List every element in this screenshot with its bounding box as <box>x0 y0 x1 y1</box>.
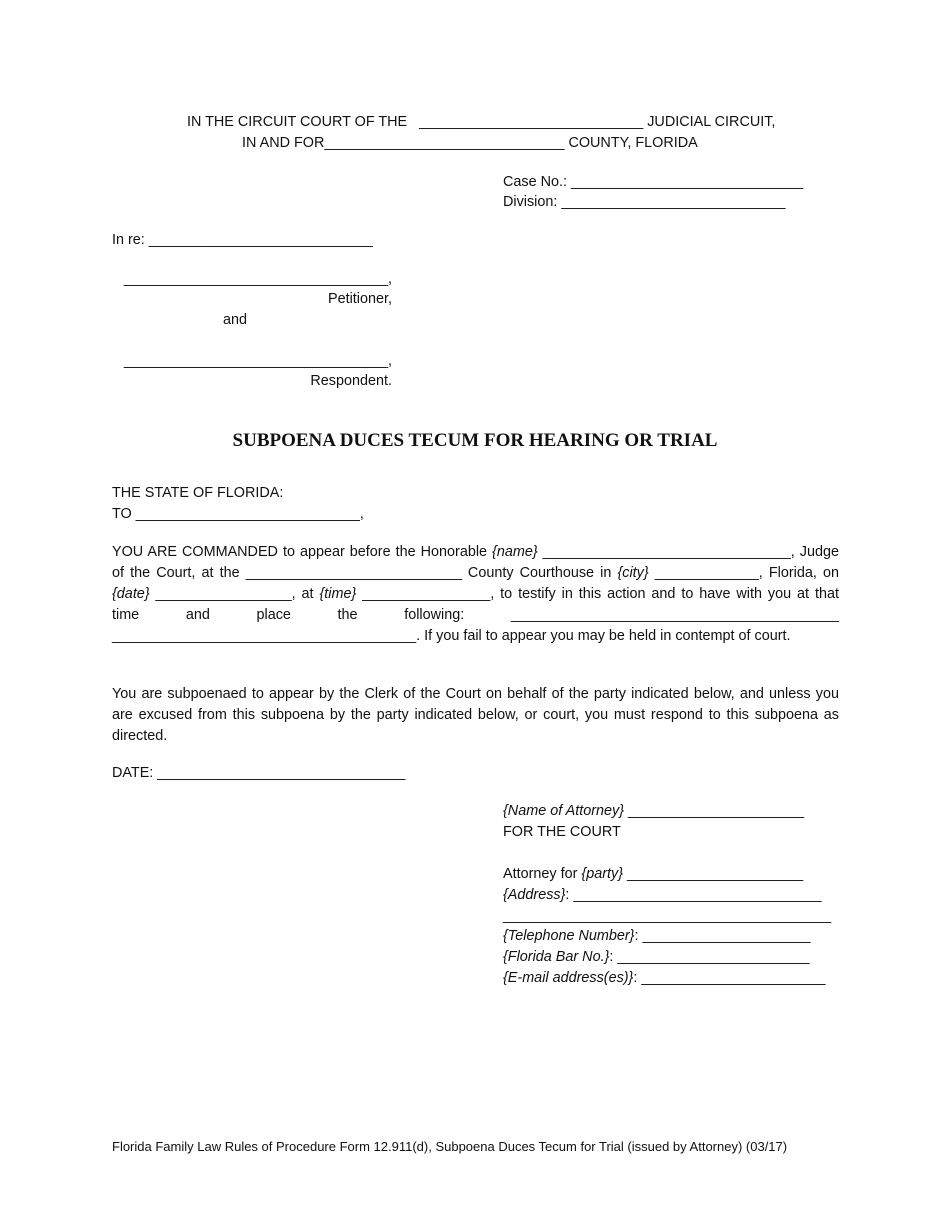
address-line <box>503 885 822 905</box>
notice-paragraph: You are subpoenaed to appear by the Clerk of the Court on behalf of the party indicated below, and unless you are excused from this subpoena by the party indicated below, or court, you must respond to this subpoena as directed. <box>112 686 839 744</box>
telephone-line <box>503 926 811 946</box>
state-of-florida: THE STATE OF FLORIDA: <box>112 485 284 501</box>
attorney-name-field: {Name of Attorney} <box>503 803 625 819</box>
date-line: DATE: _______________________________ <box>112 765 406 781</box>
command-text: YOU ARE COMMANDED to appear before the Honorable <box>112 544 493 560</box>
email-field: {E-mail address(es)} <box>503 970 634 986</box>
date-field: {date} <box>112 586 150 602</box>
command-text: _______________________________, Judge of the Court, at the ___________________________ County Courthouse in <box>112 544 840 581</box>
party-field: {party} <box>581 866 623 882</box>
division-field: Division: ____________________________ <box>503 194 786 210</box>
command-text: _____________, Florida, on <box>648 565 839 581</box>
in-re-field: In re: ____________________________ <box>112 232 373 248</box>
florida-bar-line <box>503 947 809 967</box>
petitioner-label: Petitioner, <box>328 291 392 307</box>
command-paragraph <box>112 542 839 647</box>
judge-name-field: {name} <box>492 544 538 560</box>
for-the-court: FOR THE COURT <box>503 824 621 840</box>
attorney-for-line <box>503 864 803 884</box>
case-number-field: Case No.: _____________________________ <box>503 174 804 190</box>
address-blank: : _______________________________ <box>565 887 822 903</box>
petitioner-blank: _________________________________, <box>123 271 392 287</box>
florida-bar-field: {Florida Bar No.} <box>503 949 610 965</box>
attorney-name-blank: ______________________ <box>624 803 805 819</box>
command-text: _________________, at <box>149 586 320 602</box>
command-text: ________________, to testify in this action and to have with you at that time and place the following: _________________________________________ ______________________________________. If you fail to appear you may be held in contempt of court. <box>112 586 839 644</box>
city-field: {city} <box>617 565 649 581</box>
form-footer: Florida Family Law Rules of Procedure Form 12.911(d), Subpoena Duces Tecum for Trial (issued by Attorney) (03/17) <box>112 1139 788 1154</box>
to-field: TO ____________________________, <box>112 506 364 522</box>
time-field: {time} <box>319 586 357 602</box>
telephone-blank: : _____________________ <box>634 928 811 944</box>
telephone-field: {Telephone Number} <box>503 928 635 944</box>
party-blank: ______________________ <box>623 866 804 882</box>
florida-bar-blank: : ________________________ <box>609 949 810 965</box>
document-title: SUBPOENA DUCES TECUM FOR HEARING OR TRIAL <box>232 430 718 451</box>
county-line: IN AND FOR______________________________ COUNTY, FLORIDA <box>242 135 698 151</box>
address-line-2: _________________________________________ <box>503 908 832 924</box>
email-blank: : _______________________ <box>633 970 826 986</box>
court-circuit-line: IN THE CIRCUIT COURT OF THE ____________________________ JUDICIAL CIRCUIT, <box>187 114 776 130</box>
and-label: and <box>223 312 248 328</box>
attorney-for-label: Attorney for <box>503 866 582 882</box>
email-line <box>503 968 825 988</box>
attorney-name-line <box>503 801 804 821</box>
respondent-blank: _________________________________, <box>123 353 392 369</box>
respondent-label: Respondent. <box>310 373 392 389</box>
address-field: {Address} <box>503 887 566 903</box>
